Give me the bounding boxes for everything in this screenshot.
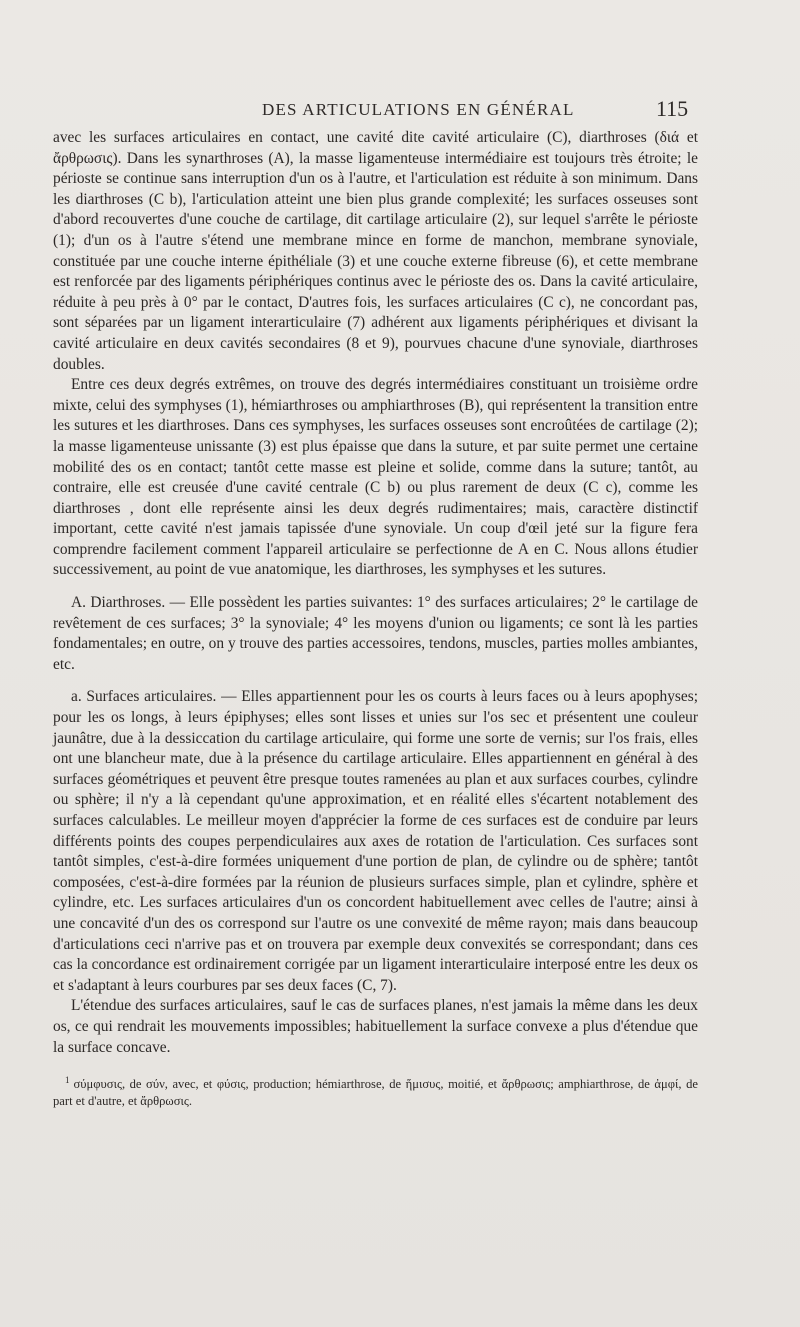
- paragraph-5: L'étendue des surfaces articulaires, sauf le cas de surfaces planes, n'est jamais la même dans les deux os, ce qui rendrait les mouvements impossibles; habituellement la surface convexe a plus d'étendue que la surface concave.: [53, 997, 698, 1056]
- footnote-marker: 1: [65, 1075, 70, 1086]
- running-head-title: DES ARTICULATIONS EN GÉNÉRAL: [262, 100, 575, 119]
- paragraph-1: avec les surfaces articulaires en contact, une cavité dite cavité articulaire (C), diarthroses (διά et ἄρθρωσις). Dans les synarthroses (A), la masse ligamenteuse intermédiaire est toujours très étroite; le périoste se continue sans interruption d'un os à l'autre, et l'articulation est réduite à son minimum. Dans les diarthroses (C b), l'articulation atteint une bien plus grande complexité; les surfaces osseuses sont d'abord recouvertes d'une couche de cartilage, dit cartilage articulaire (2), sur lequel s'arrête le périoste (1); d'un os à l'autre s'étend une membrane mince en forme de manchon, membrane synoviale, constituée par une couche interne épithéliale (3) et une couche externe fibreuse (6), et cette membrane est renforcée par des ligaments périphériques continus avec le périoste des os. Dans la cavité articulaire, réduite à peu près à 0° par le contact, D'autres fois, les surfaces articulaires (C c), ne concordant pas, sont séparées par un ligament interarticulaire (7) adhérent aux ligaments périphériques et divisant la cavité articulaire en deux cavités secondaires (8 et 9), pourvues chacune d'une synoviale, diarthroses doubles.: [53, 129, 698, 373]
- running-head: [0, 96, 800, 126]
- page-number: 115: [656, 96, 689, 121]
- body-text: [53, 128, 698, 1110]
- footnote-text: σύμφυσις, de σύν, avec, et φύσις, production; hémiarthrose, de ἥμισυς, moitié, et ἄρθρωσις; amphiarthrose, de ἀμφί, de part et d'autre, et ἄρθρωσις.: [53, 1077, 698, 1109]
- paragraph-4: a. Surfaces articulaires. — Elles appartiennent pour les os courts à leurs faces ou à leurs apophyses; pour les os longs, à leurs épiphyses; elles sont lisses et unies sur l'os sec et présentent une couleur jaunâtre, due à la dessiccation du cartilage articulaire, qui forme une sorte de vernis; sur l'os frais, elles ont une blancheur mate, due à la présence du cartilage articulaire. Elles appartiennent en général à des surfaces géométriques et peuvent être presque toutes ramenées au plan et aux surfaces courbes, cylindre ou sphère; il n'y a là cependant qu'une approximation, et en réalité elles s'écartent notablement des surfaces calculables. Le meilleur moyen d'apprécier la forme de ces surfaces est de conduire par leurs différents points des coupes perpendiculaires aux axes de rotation de l'articulation. Ces surfaces sont tantôt simples, c'est-à-dire formées uniquement d'une portion de plan, de cylindre ou de sphère; tantôt composées, c'est-à-dire formées par la réunion de plusieurs surfaces simple, plan et cylindre, sphère et cylindre, etc. Les surfaces articulaires d'un os concordent habituellement avec celles de l'autre; ainsi à une concavité d'un des os correspond sur l'autre os une convexité de même rayon; mais dans beaucoup d'articulations ceci n'arrive pas et on trouvera par exemple deux convexités se correspondant; dans ces cas la concordance est ordinairement corrigée par un ligament interarticulaire interposé entre les deux os et s'adaptant à leurs courbures par ses deux faces (C, 7).: [53, 688, 698, 994]
- paragraph-2: Entre ces deux degrés extrêmes, on trouve des degrés intermédiaires constituant un troisième ordre mixte, celui des symphyses (1), hémiarthroses ou amphiarthroses (B), qui représentent la transition entre les sutures et les diarthroses. Dans ces symphyses, les surfaces osseuses sont encroûtées de cartilage (2); la masse ligamenteuse unissante (3) est plus épaisse que dans la suture, et par suite permet une certaine mobilité des os en contact; tantôt cette masse est pleine et solide, comme dans la suture; tantôt, au contraire, elle est creusée d'une cavité centrale (C b) ou plus rarement de deux (C c), comme les diarthroses , dont elle représente ainsi les deux degrés rudimentaires; mais, caractère distinctif important, cette cavité n'est jamais tapissée d'une synoviale. Un coup d'œil jeté sur la figure fera comprendre facilement comment l'appareil articulaire se perfectionne de A en C. Nous allons étudier successivement, au point de vue anatomique, les diarthroses, les symphyses et les sutures.: [53, 376, 698, 579]
- footnote: [53, 1072, 698, 1110]
- paragraph-3: A. Diarthroses. — Elle possèdent les parties suivantes: 1° des surfaces articulaires; 2° le cartilage de revêtement de ces surfaces; 3° la synoviale; 4° les moyens d'union ou ligaments; ce sont là les parties fondamentales; en outre, on y trouve des parties accessoires, tendons, muscles, parties molles ambiantes, etc.: [53, 594, 698, 673]
